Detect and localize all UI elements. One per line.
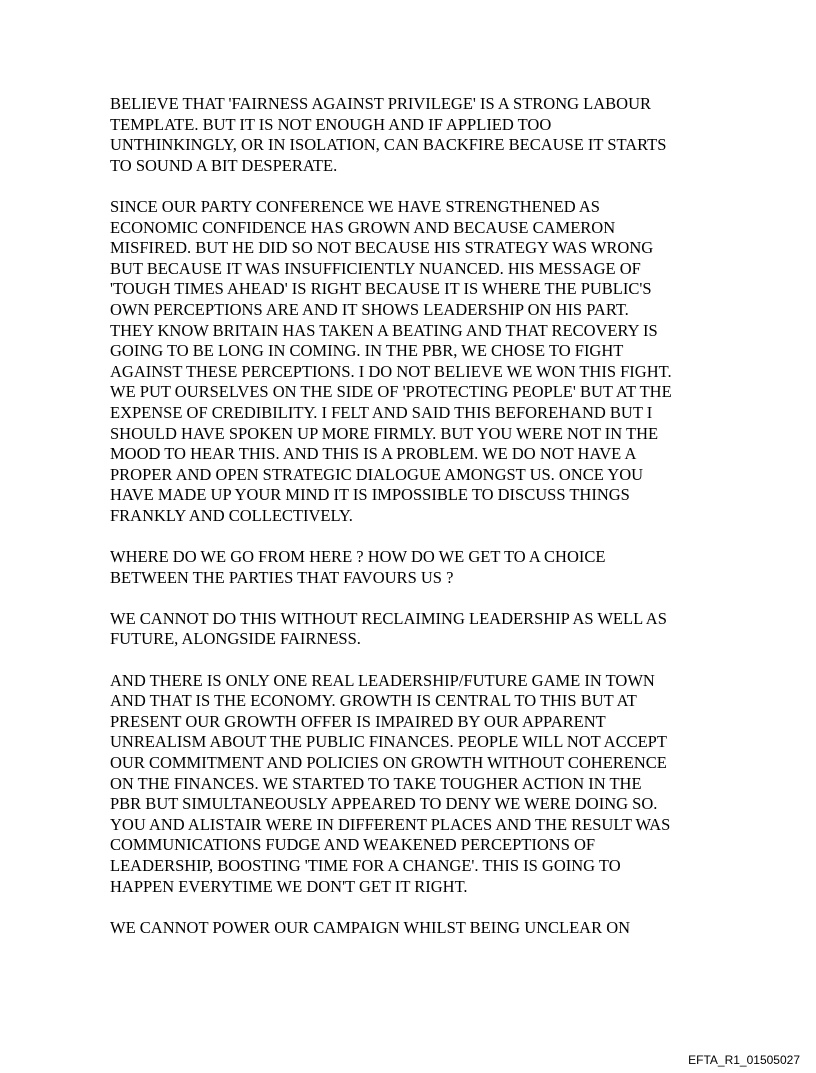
text-line: MISFIRED. BUT HE DID SO NOT BECAUSE HIS STRATEGY WAS WRONG [110,238,654,258]
text-line: WE CANNOT DO THIS WITHOUT RECLAIMING LEADERSHIP AS WELL AS [110,608,667,628]
paragraph-campaign [110,918,800,939]
paragraph-fairness-template [110,94,800,176]
text-line: 'TOUGH TIMES AHEAD' IS RIGHT BECAUSE IT IS WHERE THE PUBLIC'S [110,279,652,299]
text-line: TEMPLATE. BUT IT IS NOT ENOUGH AND IF APPLIED TOO [110,114,552,134]
text-line: ON THE FINANCES. WE STARTED TO TAKE TOUGHER ACTION IN THE [110,773,642,793]
paragraph-where-next [110,547,800,588]
text-line: OWN PERCEPTIONS ARE AND IT SHOWS LEADERSHIP ON HIS PART. [110,299,629,319]
text-line: OUR COMMITMENT AND POLICIES ON GROWTH WITHOUT COHERENCE [110,753,667,772]
text-line: MOOD TO HEAR THIS. AND THIS IS A PROBLEM. WE DO NOT HAVE A [110,444,637,464]
text-line: YOU AND ALISTAIR WERE IN DIFFERENT PLACES AND THE RESULT WAS [110,814,671,834]
text-line: AND THAT IS THE ECONOMY. GROWTH IS CENTRAL TO THIS BUT AT [110,691,637,711]
text-line: BETWEEN THE PARTIES THAT FAVOURS US ? [110,567,454,587]
text-line: EXPENSE OF CREDIBILITY. I FELT AND SAID THIS BEFOREHAND BUT I [110,402,653,422]
text-line: WE PUT OURSELVES ON THE SIDE OF 'PROTECTING PEOPLE' BUT AT THE [110,382,672,402]
text-line: HAVE MADE UP YOUR MIND IT IS IMPOSSIBLE TO DISCUSS THINGS [110,485,630,505]
paragraph-reclaiming-leadership [110,609,800,650]
text-line: PBR BUT SIMULTANEOUSLY APPEARED TO DENY WE WERE DOING SO. [110,794,658,814]
text-line: HAPPEN EVERYTIME WE DON'T GET IT RIGHT. [110,876,468,896]
text-line: LEADERSHIP, BOOSTING 'TIME FOR A CHANGE'. THIS IS GOING TO [110,855,621,875]
document-id-stamp: EFTA_R1_01505027 [688,1053,800,1067]
text-line: UNTHINKINGLY, OR IN ISOLATION, CAN BACKFIRE BECAUSE IT STARTS [110,135,667,155]
text-line: PRESENT OUR GROWTH OFFER IS IMPAIRED BY OUR APPARENT [110,711,606,731]
text-line: FUTURE, ALONGSIDE FAIRNESS. [110,629,361,649]
text-line: BELIEVE THAT 'FAIRNESS AGAINST PRIVILEGE' IS A STRONG LABOUR [110,94,652,113]
text-line: COMMUNICATIONS FUDGE AND WEAKENED PERCEPTIONS OF [110,835,596,855]
text-line: BUT BECAUSE IT WAS INSUFFICIENTLY NUANCED. HIS MESSAGE OF [110,258,641,278]
text-line: AND THERE IS ONLY ONE REAL LEADERSHIP/FUTURE GAME IN TOWN [110,670,655,690]
text-line: UNREALISM ABOUT THE PUBLIC FINANCES. PEOPLE WILL NOT ACCEPT [110,732,667,752]
text-line: WE CANNOT POWER OUR CAMPAIGN WHILST BEING UNCLEAR ON [110,917,631,937]
text-line: SHOULD HAVE SPOKEN UP MORE FIRMLY. BUT YOU WERE NOT IN THE [110,423,659,443]
text-line: TO SOUND A BIT DESPERATE. [110,155,338,175]
text-line: FRANKLY AND COLLECTIVELY. [110,505,353,525]
text-line: PROPER AND OPEN STRATEGIC DIALOGUE AMONGST US. ONCE YOU [110,464,644,484]
text-line: SINCE OUR PARTY CONFERENCE WE HAVE STRENGTHENED AS [110,196,600,216]
text-line: AGAINST THESE PERCEPTIONS. I DO NOT BELIEVE WE WON THIS FIGHT. [110,361,672,381]
text-line: GOING TO BE LONG IN COMING. IN THE PBR, WE CHOSE TO FIGHT [110,341,624,361]
paragraph-party-conference [110,197,800,527]
text-line: ECONOMIC CONFIDENCE HAS GROWN AND BECAUSE CAMERON [110,217,616,237]
text-line: WHERE DO WE GO FROM HERE ? HOW DO WE GET TO A CHOICE [110,547,606,567]
text-line: THEY KNOW BRITAIN HAS TAKEN A BEATING AND THAT RECOVERY IS [110,320,658,340]
paragraph-economy [110,671,800,898]
document-body [110,94,800,959]
